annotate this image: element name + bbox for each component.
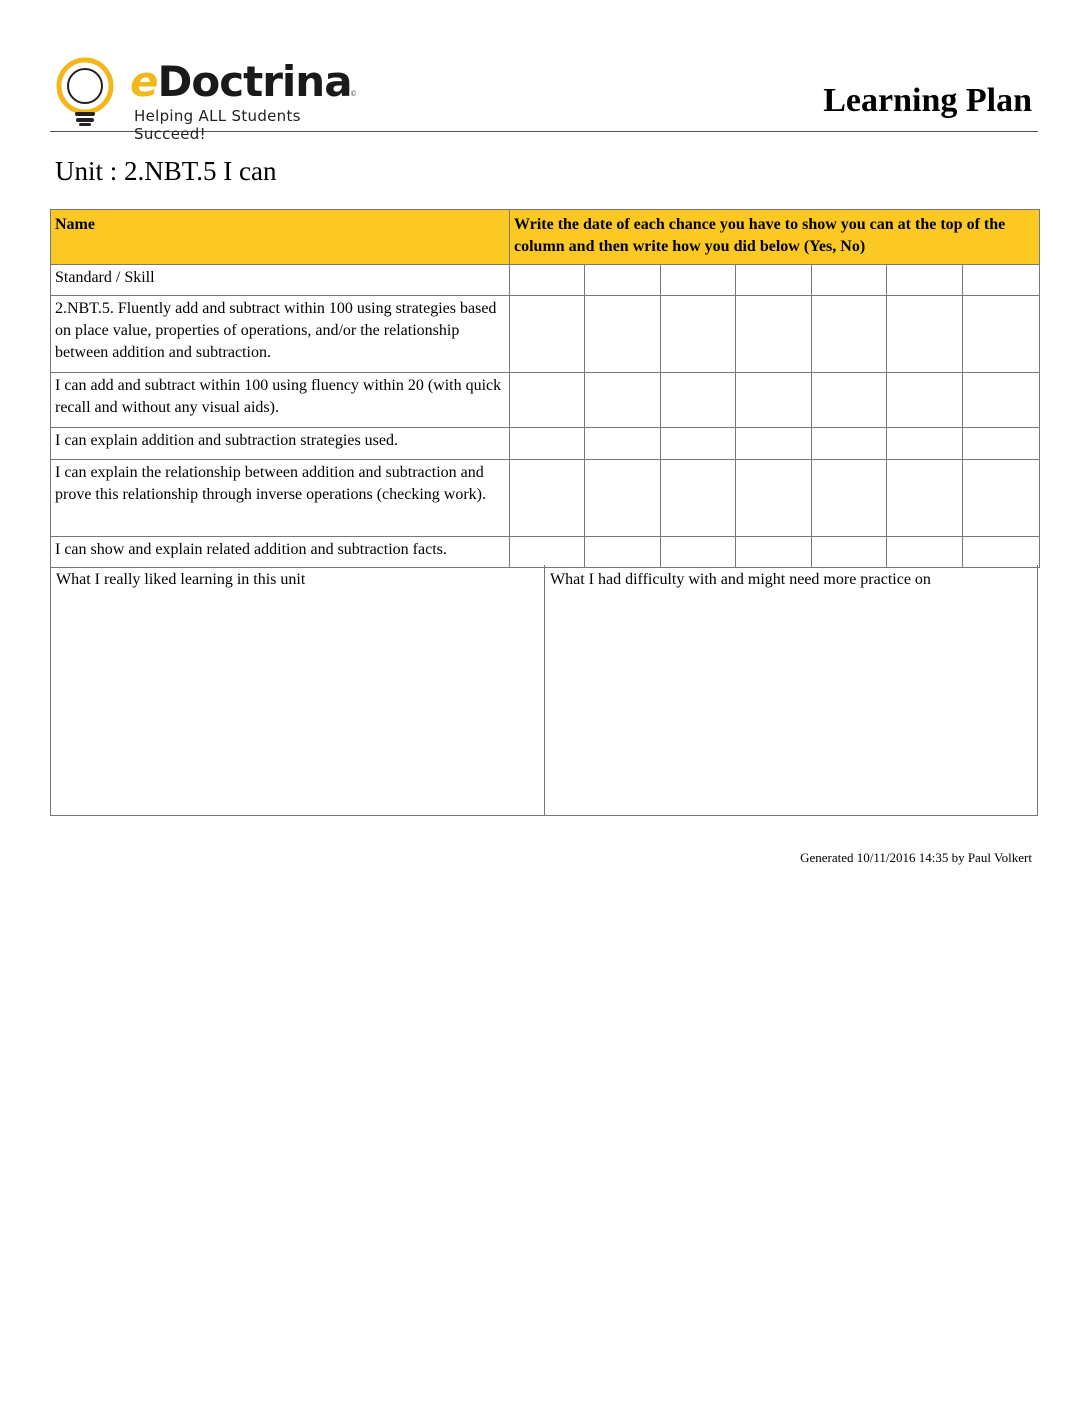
row-label: I can explain addition and subtraction strategies used. (51, 428, 510, 460)
name-header: Name (51, 210, 510, 265)
check-cell[interactable] (812, 537, 887, 568)
check-cell[interactable] (510, 265, 585, 296)
copyright-mark: © (350, 90, 357, 98)
check-cell[interactable] (510, 428, 585, 460)
check-cell[interactable] (963, 373, 1040, 428)
check-cell[interactable] (661, 373, 736, 428)
difficulty-box[interactable] (545, 565, 1037, 815)
table-row (51, 373, 1040, 428)
check-cell[interactable] (510, 460, 585, 537)
check-cell[interactable] (661, 460, 736, 537)
check-cell[interactable] (585, 428, 661, 460)
page-title: Learning Plan (823, 82, 1032, 119)
check-cell[interactable] (510, 373, 585, 428)
learning-plan-table (50, 209, 1040, 568)
table-row (51, 460, 1040, 537)
unit-title: Unit : 2.NBT.5 I can (55, 156, 277, 186)
check-cell[interactable] (510, 296, 585, 373)
edoctrina-logo (54, 54, 374, 143)
check-cell[interactable] (887, 537, 963, 568)
difficulty-label: What I had difficulty with and might need more practice on (550, 571, 931, 588)
check-cell[interactable] (812, 265, 887, 296)
check-cell[interactable] (736, 296, 812, 373)
check-cell[interactable] (963, 537, 1040, 568)
row-label: I can explain the relationship between addition and subtraction and prove this relationship through inverse operations (checking work). (51, 460, 510, 537)
table-row (51, 296, 1040, 373)
page-header (50, 52, 1038, 143)
check-cell[interactable] (736, 265, 812, 296)
check-cell[interactable] (812, 373, 887, 428)
check-cell[interactable] (963, 428, 1040, 460)
reflection-section (50, 565, 1038, 816)
lightbulb-icon (54, 56, 118, 128)
check-cell[interactable] (812, 296, 887, 373)
logo-wordmark: eDoctrina (130, 57, 352, 106)
check-cell[interactable] (887, 296, 963, 373)
check-cell[interactable] (736, 373, 812, 428)
table-row (51, 428, 1040, 460)
check-cell[interactable] (887, 460, 963, 537)
row-label: 2.NBT.5. Fluently add and subtract within 100 using strategies based on place value, properties of operations, and/or the relationship between addition and subtraction. (51, 296, 510, 373)
check-cell[interactable] (510, 537, 585, 568)
instruction-header: Write the date of each chance you have to show you can at the top of the column and then write how you did below (Yes, No) (510, 210, 1040, 265)
table-row (51, 265, 1040, 296)
check-cell[interactable] (585, 296, 661, 373)
check-cell[interactable] (812, 428, 887, 460)
logo-tagline: Helping ALL Students Succeed! (134, 107, 301, 143)
check-cell[interactable] (812, 460, 887, 537)
check-cell[interactable] (585, 373, 661, 428)
check-cell[interactable] (963, 460, 1040, 537)
table-row (51, 537, 1040, 568)
liked-learning-label: What I really liked learning in this unit (56, 571, 306, 588)
check-cell[interactable] (585, 265, 661, 296)
check-cell[interactable] (887, 428, 963, 460)
row-label: I can add and subtract within 100 using fluency within 20 (with quick recall and without any visual aids). (51, 373, 510, 428)
check-cell[interactable] (585, 537, 661, 568)
check-cell[interactable] (661, 265, 736, 296)
generated-footer: Generated 10/11/2016 14:35 by Paul Volkert (800, 850, 1032, 865)
check-cell[interactable] (963, 265, 1040, 296)
check-cell[interactable] (887, 373, 963, 428)
liked-learning-box[interactable] (51, 565, 545, 815)
table-header-row (51, 210, 1040, 265)
check-cell[interactable] (963, 296, 1040, 373)
check-cell[interactable] (585, 460, 661, 537)
row-label: Standard / Skill (51, 265, 510, 296)
check-cell[interactable] (736, 428, 812, 460)
check-cell[interactable] (661, 428, 736, 460)
check-cell[interactable] (661, 537, 736, 568)
check-cell[interactable] (736, 537, 812, 568)
check-cell[interactable] (736, 460, 812, 537)
check-cell[interactable] (887, 265, 963, 296)
check-cell[interactable] (661, 296, 736, 373)
row-label: I can show and explain related addition and subtraction facts. (51, 537, 510, 568)
